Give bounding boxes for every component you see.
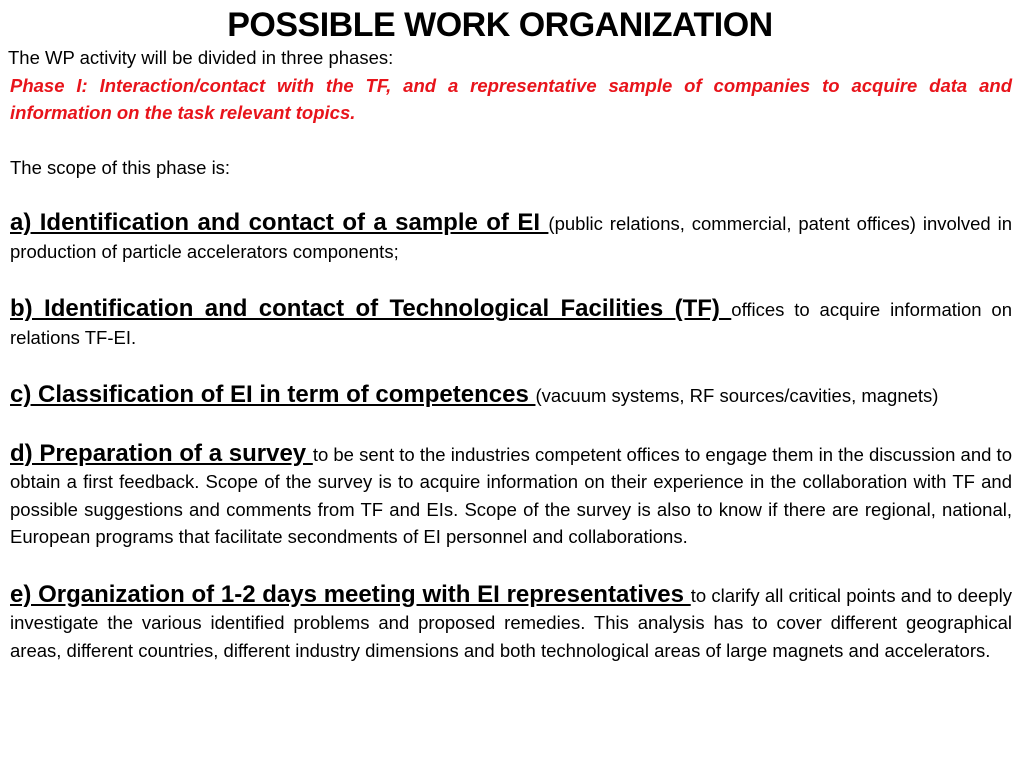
phase-label: Phase I: Interaction/contact with the TF, and a representative sample of companies to acquire data and information on the task relevant topics — [10, 74, 1012, 123]
page-title: POSSIBLE WORK ORGANIZATION — [227, 6, 773, 44]
list-item-body: (public relations, commercial, patent offices) involved in production of particle accelerators components; — [10, 213, 1012, 262]
list-item-body: to be sent to the industries competent offices to engage them in the discussion and to obtain a first feedback. Scope of the survey is to acquire information on their experience in the collaboration with TF and possible suggestions and comments from TF and EIs. Scope of the survey is also to know if there are regional, national, European programs that facilitate secondments of EI personnel and collaborations. — [10, 443, 1012, 547]
list-item-heading: b) Identification and contact of Technological Facilities (TF) — [10, 295, 732, 322]
scope-intro: The scope of this phase is: — [10, 156, 231, 178]
list-item-heading: c) Classification of EI in term of competences — [10, 381, 536, 408]
list-item-heading: d) Preparation of a survey — [10, 439, 313, 467]
list-item-body: to clarify all critical points and to deeply investigate the various identified problems and proposed remedies. This analysis has to cover different geographical areas, different countries, different industry dimensions and both technological areas of large magnets and accelerators. — [10, 584, 1012, 661]
list-item-body: offices to acquire information on relations TF-EI. — [10, 299, 1013, 348]
list-item-d — [10, 440, 1012, 551]
list-item-a — [10, 209, 1012, 265]
list-item-c — [10, 381, 1012, 410]
list-item-b — [10, 295, 1012, 351]
phase-end: . — [350, 102, 356, 123]
phase-heading — [10, 72, 1012, 127]
list-item-heading: e) Organization of 1-2 days meeting with EI representatives — [10, 580, 691, 608]
list-item-e — [10, 581, 1012, 665]
intro-text: The WP activity will be divided in three phases: — [8, 47, 394, 68]
list-item-heading: a) Identification and contact of a sample of EI — [10, 209, 549, 236]
list-item-body: (vacuum systems, RF sources/cavities, magnets) — [535, 385, 939, 406]
slide-body — [10, 44, 1012, 664]
